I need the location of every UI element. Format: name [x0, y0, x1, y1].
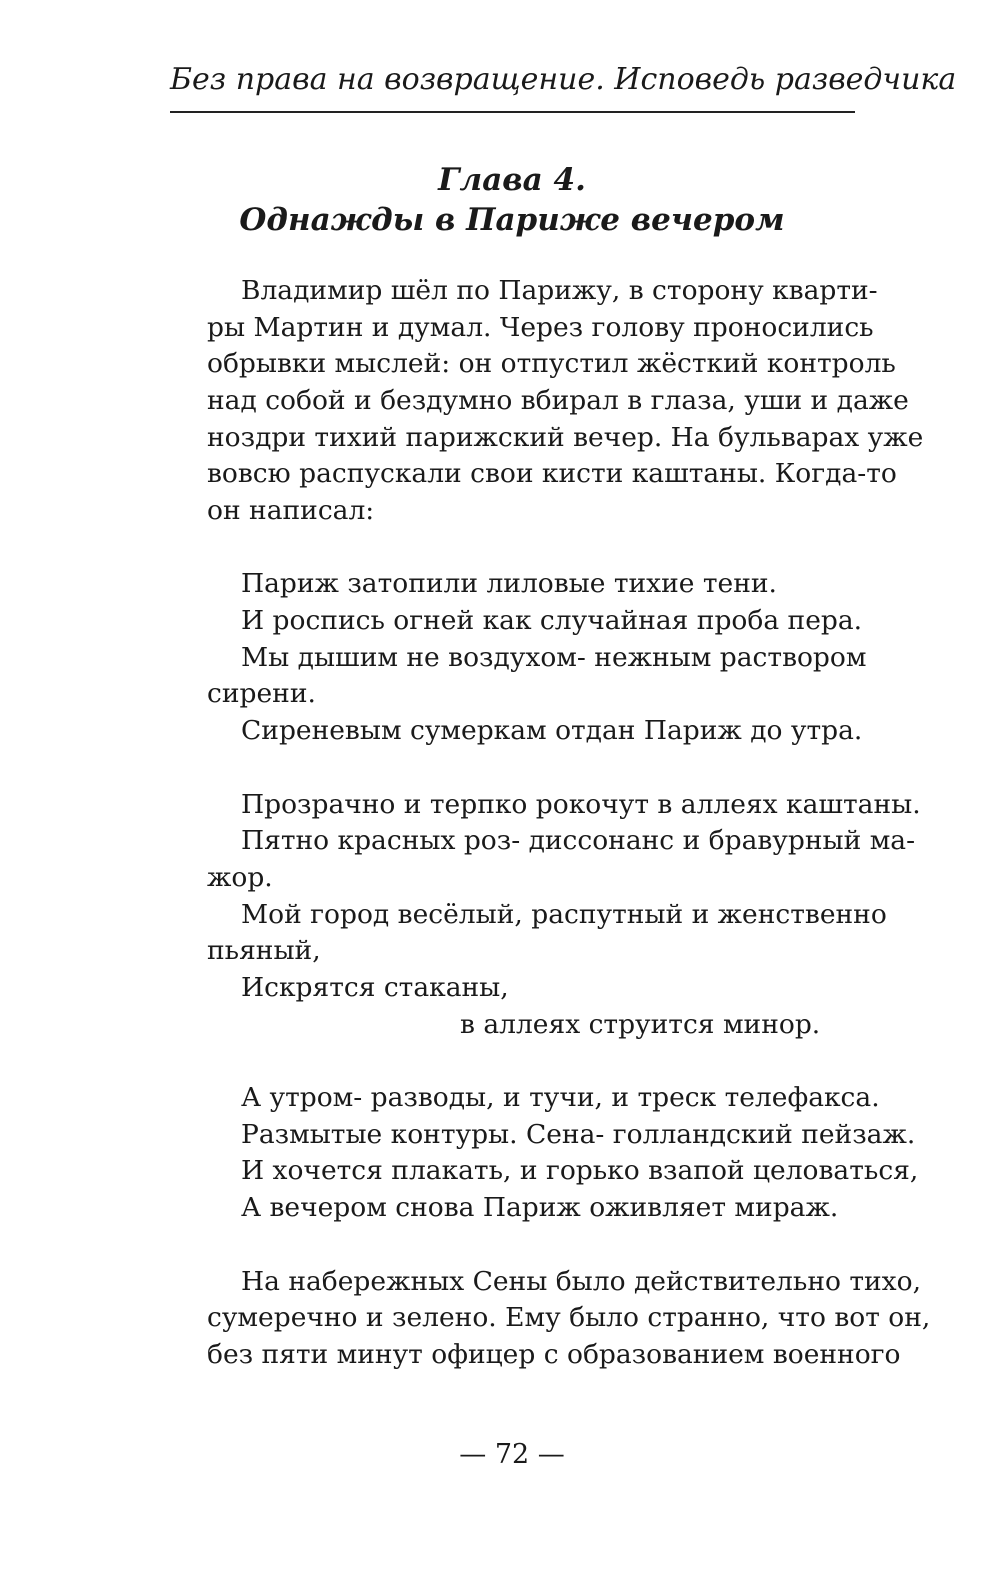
- poem-stanza2-line-1: Прозрачно и терпко рокочут в аллеях каштаны.: [241, 789, 921, 820]
- poem-stanza2-line-4: Мой город весёлый, распутный и женственно: [241, 899, 887, 930]
- paragraph1-line-6: вовсю распускали свои кисти каштаны. Когда-то: [207, 458, 897, 489]
- poem-stanza2-line-6: Искрятся стаканы,: [241, 972, 509, 1003]
- page-number: — 72 —: [459, 1439, 565, 1470]
- poem-stanza2-line-5: пьяный,: [207, 935, 321, 966]
- poem-stanza1-line-2: И роспись огней как случайная проба пера.: [241, 605, 863, 636]
- chapter-number: Глава 4.: [438, 162, 586, 198]
- chapter-title: Однажды в Париже вечером: [239, 202, 785, 238]
- poem-stanza2-line-2: Пятно красных роз- диссонанс и бравурный ма-: [241, 825, 916, 856]
- poem-stanza1-line-3: Мы дышим не воздухом- нежным раствором: [241, 642, 867, 673]
- paragraph2-line-3: без пяти минут офицер с образованием военного: [207, 1339, 901, 1370]
- poem-stanza2-line-7: в аллеях струится минор.: [460, 1009, 821, 1040]
- running-head: Без права на возвращение. Исповедь разведчика: [170, 62, 957, 97]
- paragraph1-line-3: обрывки мыслей: он отпустил жёсткий контроль: [207, 348, 896, 379]
- paragraph1-line-1: Владимир шёл по Парижу, в сторону кварти-: [241, 275, 878, 306]
- paragraph1-line-5: ноздри тихий парижский вечер. На бульварах уже: [207, 422, 924, 453]
- chapter-heading: [207, 160, 817, 240]
- poem-stanza3-line-4: А вечером снова Париж оживляет мираж.: [241, 1192, 839, 1223]
- poem-stanza3-line-3: И хочется плакать, и горько взапой целоваться,: [241, 1155, 919, 1186]
- paragraph1-line-7: он написал:: [207, 495, 375, 526]
- paragraph1-line-4: над собой и бездумно вбирал в глаза, уши и даже: [207, 385, 909, 416]
- header-rule: [170, 111, 855, 113]
- poem-stanza2-line-3: жор.: [207, 862, 273, 893]
- poem-stanza1-line-4: сирени.: [207, 678, 316, 709]
- poem-stanza1-line-5: Сиреневым сумеркам отдан Париж до утра.: [241, 715, 863, 746]
- paragraph2-line-2: сумеречно и зелено. Ему было странно, что вот он,: [207, 1302, 931, 1333]
- poem-stanza1-line-1: Париж затопили лиловые тихие тени.: [241, 568, 777, 599]
- paragraph2-line-1: На набережных Сены было действительно тихо,: [241, 1266, 922, 1297]
- poem-stanza3-line-2: Размытые контуры. Сена- голландский пейзаж.: [241, 1119, 916, 1150]
- poem-stanza3-line-1: А утром- разводы, и тучи, и треск телефакса.: [241, 1082, 880, 1113]
- paragraph1-line-2: ры Мартин и думал. Через голову проносились: [207, 312, 874, 343]
